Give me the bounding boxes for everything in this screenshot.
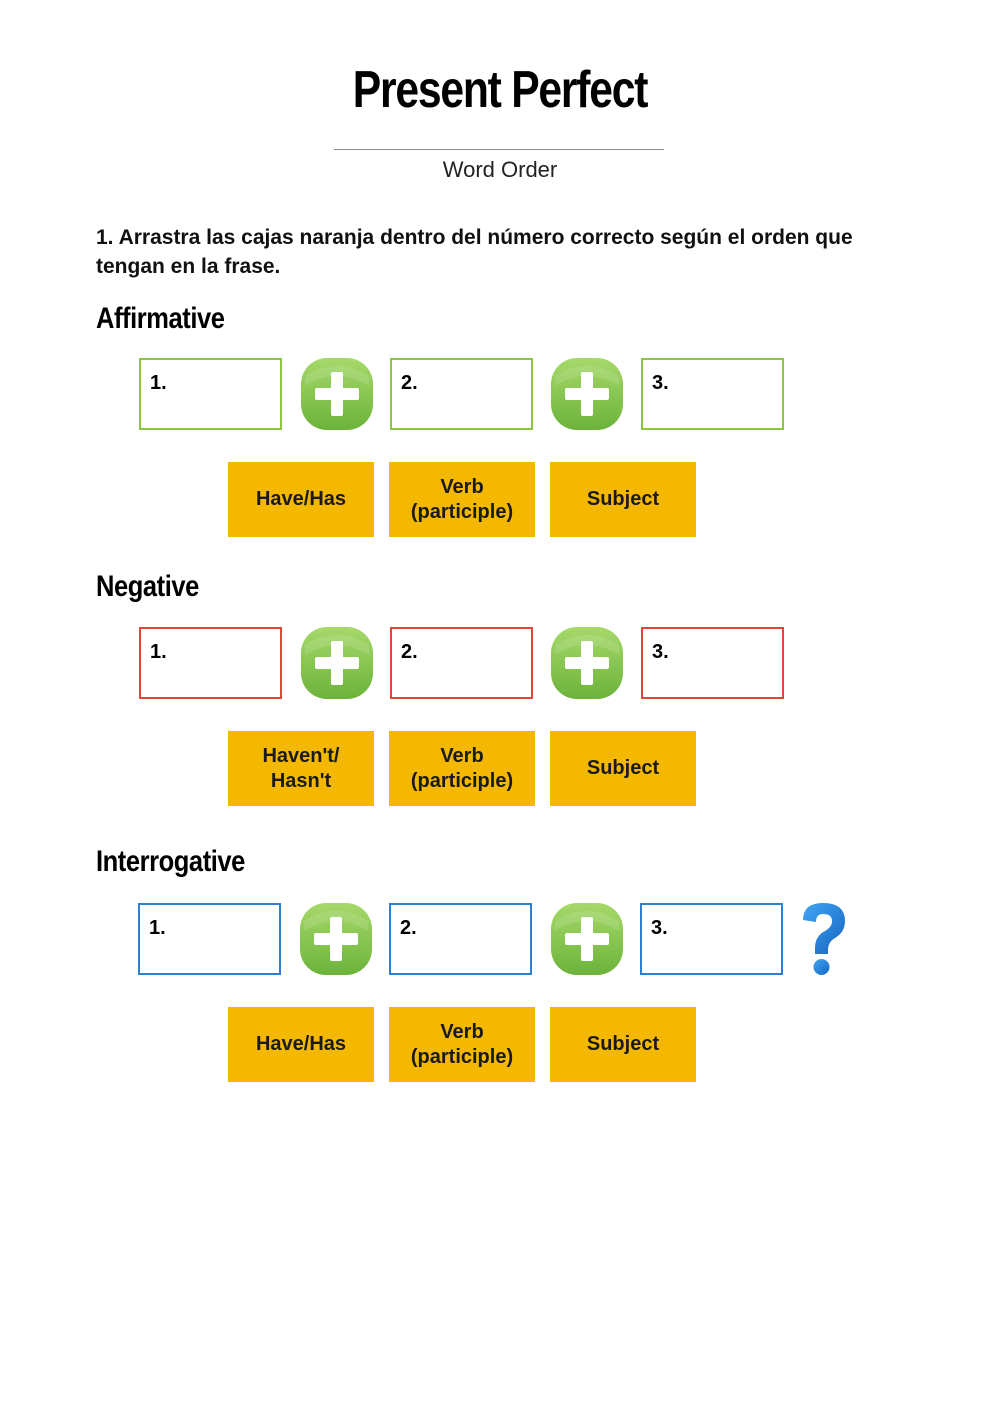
plus-icon <box>549 625 625 701</box>
plus-icon <box>299 625 375 701</box>
slot-number: 2. <box>400 917 417 939</box>
drop-slot-negative-2[interactable] <box>390 627 533 699</box>
title-divider <box>334 149 664 150</box>
slot-number: 3. <box>652 641 669 663</box>
slot-number: 2. <box>401 641 418 663</box>
tile-label: Verb (participle) <box>410 744 514 792</box>
question-mark-icon <box>797 900 849 978</box>
drop-slot-interrogative-2[interactable] <box>389 903 532 975</box>
drag-tile-havent-hasnt[interactable] <box>228 731 374 806</box>
drag-tile-verb-participle[interactable] <box>389 1007 535 1082</box>
drag-tile-have-has[interactable] <box>228 462 374 537</box>
tile-label: Subject <box>586 488 660 510</box>
page-subtitle: Word Order <box>442 157 558 182</box>
drag-tile-have-has[interactable] <box>228 1007 374 1082</box>
section-heading-negative: Negative <box>96 570 199 603</box>
drag-tile-verb-participle[interactable] <box>389 462 535 537</box>
section-heading-affirmative: Affirmative <box>96 302 225 335</box>
drop-slot-affirmative-3[interactable] <box>641 358 784 430</box>
drag-tile-subject[interactable] <box>550 462 696 537</box>
section-heading-interrogative: Interrogative <box>96 845 245 878</box>
slot-number: 1. <box>149 917 166 939</box>
slot-number: 3. <box>651 917 668 939</box>
drop-slot-affirmative-1[interactable] <box>139 358 282 430</box>
drop-slot-interrogative-3[interactable] <box>640 903 783 975</box>
slot-number: 1. <box>150 372 167 394</box>
plus-icon <box>549 356 625 432</box>
drop-slot-interrogative-1[interactable] <box>138 903 281 975</box>
tile-label: Haven't/ Hasn't <box>262 744 340 792</box>
tile-label: Subject <box>586 1033 660 1055</box>
slot-number: 2. <box>401 372 418 394</box>
page-title: Present Perfect <box>352 61 648 119</box>
plus-icon <box>298 901 374 977</box>
tile-label: Verb (participle) <box>410 475 514 523</box>
drag-tile-verb-participle[interactable] <box>389 731 535 806</box>
instruction-text: 1. Arrastra las cajas naranja dentro del número correcto según el orden que tengan en la frase. <box>96 226 853 278</box>
drag-tile-subject[interactable] <box>550 1007 696 1082</box>
drag-tile-subject[interactable] <box>550 731 696 806</box>
tile-label: Subject <box>586 757 660 779</box>
plus-icon <box>549 901 625 977</box>
tile-label: Have/Has <box>255 488 347 510</box>
drop-slot-negative-1[interactable] <box>139 627 282 699</box>
tile-label: Verb (participle) <box>410 1020 514 1068</box>
slot-number: 3. <box>652 372 669 394</box>
tile-label: Have/Has <box>255 1033 347 1055</box>
slot-number: 1. <box>150 641 167 663</box>
drop-slot-negative-3[interactable] <box>641 627 784 699</box>
plus-icon <box>299 356 375 432</box>
drop-slot-affirmative-2[interactable] <box>390 358 533 430</box>
